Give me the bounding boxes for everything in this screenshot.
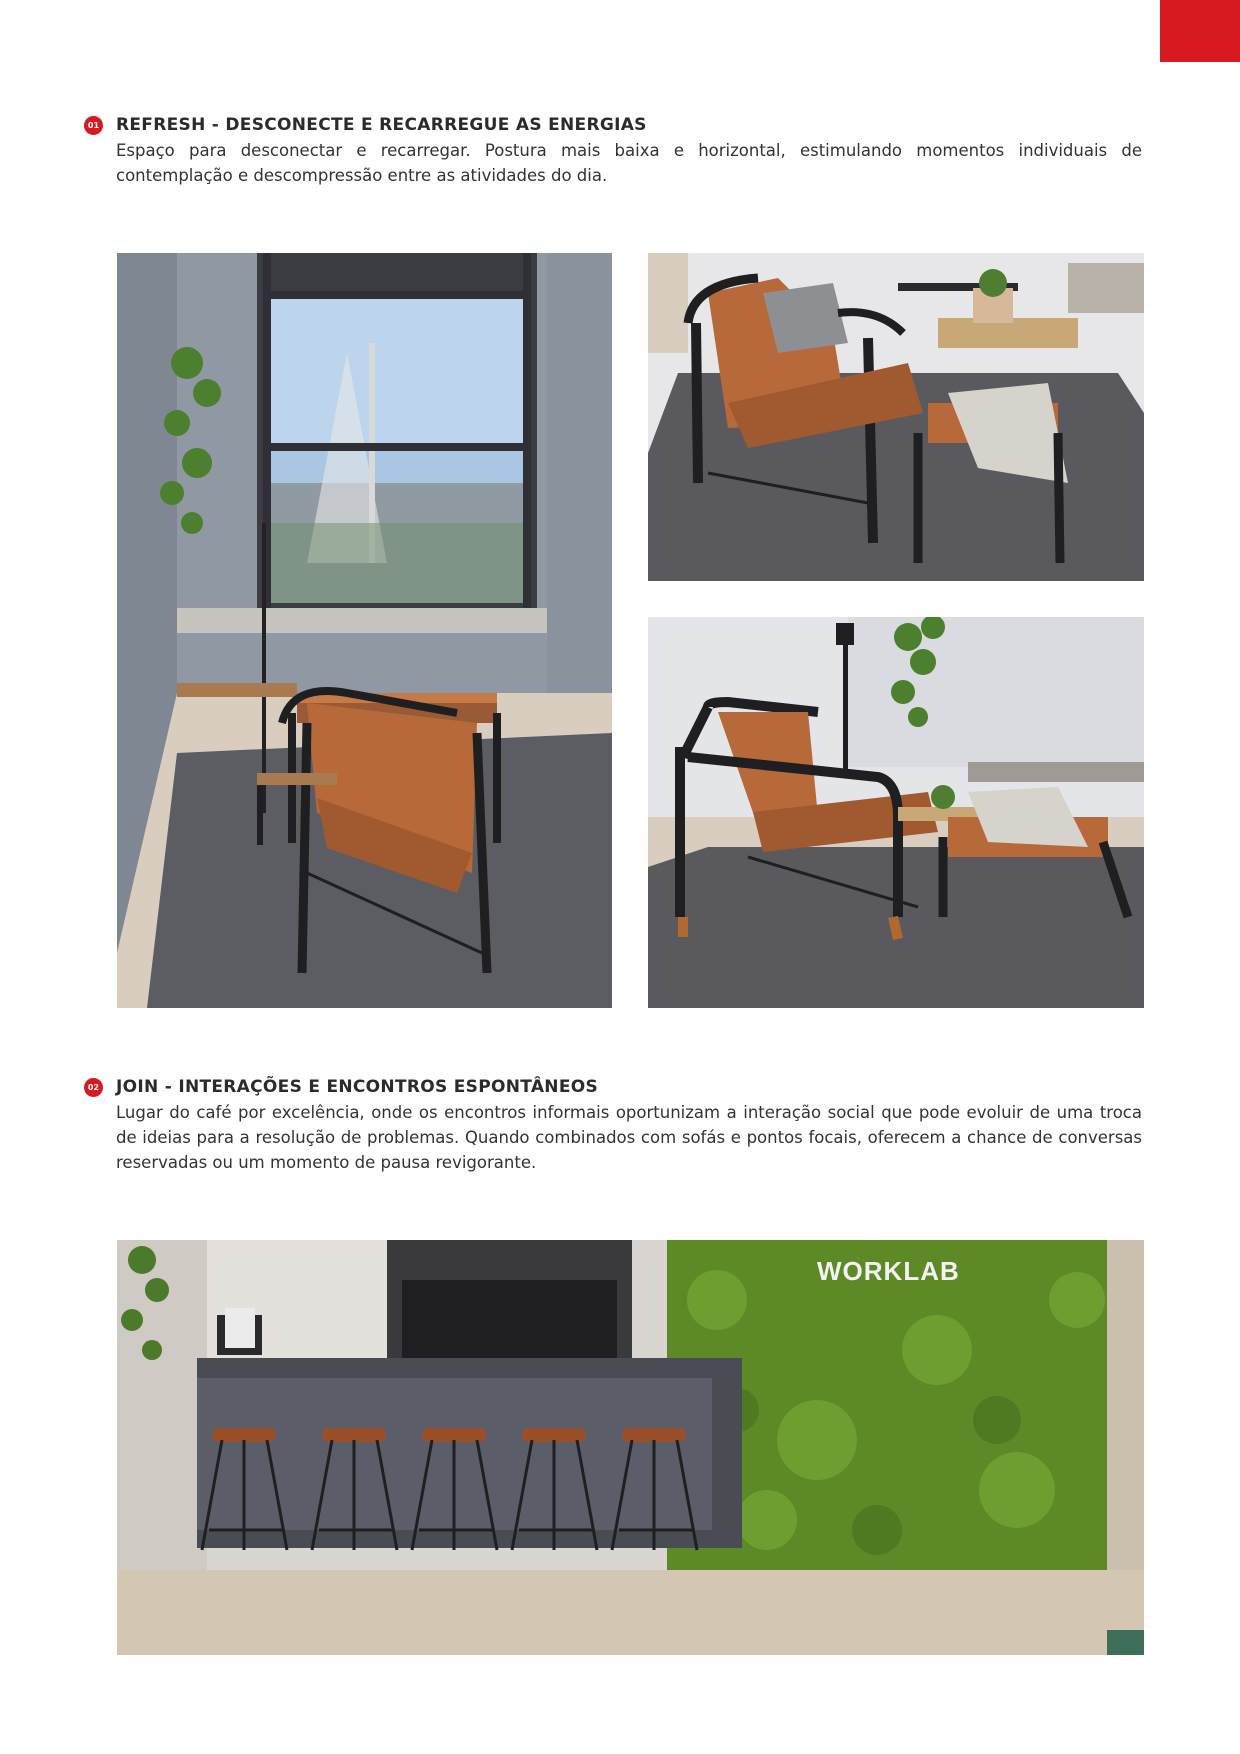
section-title: REFRESH - DESCONECTE E RECARREGUE AS ENERGIAS — [116, 115, 647, 135]
photo-join-cafe-counter — [117, 1240, 1144, 1655]
section-02 — [84, 1076, 1142, 1175]
corner-accent-tab — [1160, 0, 1240, 62]
section-description: Espaço para desconectar e recarregar. Postura mais baixa e horizontal, estimulando momentos individuais de contemplação e descompressão entre as atividades do dia. — [116, 141, 1142, 185]
worklab-sign: WORKLAB — [817, 1256, 960, 1286]
photo-refresh-window-lounge — [117, 253, 612, 1008]
photo-refresh-armchair-side-view — [648, 617, 1144, 1008]
section-description: Lugar do café por excelência, onde os encontros informais oportunizam a interação social que pode evoluir de uma troca de ideias para a resolução de problemas. Quando combinados com sofás e pontos focais, oferecem a chance de conversas reservadas ou um momento de pausa revigorante. — [116, 1103, 1142, 1172]
section-number-badge: 02 — [84, 1078, 103, 1097]
section-01 — [84, 114, 1142, 188]
section-title: JOIN - INTERAÇÕES E ENCONTROS ESPONTÂNEOS — [116, 1077, 599, 1097]
photo-refresh-armchair-ottoman — [648, 253, 1144, 581]
section-number-badge: 01 — [84, 116, 103, 135]
